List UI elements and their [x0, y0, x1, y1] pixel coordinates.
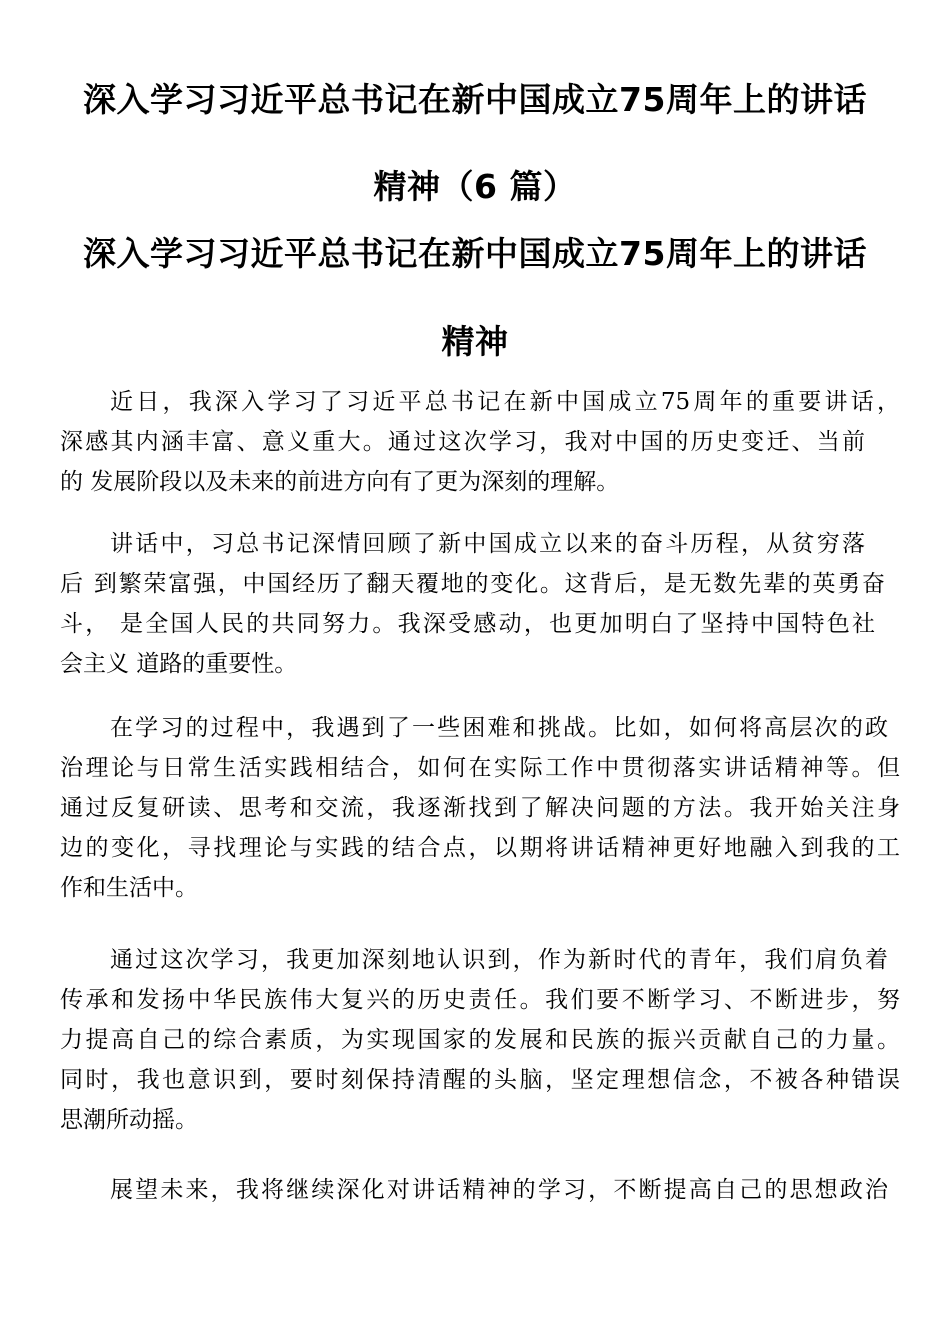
- paragraph-line: 力提高自己的综合素质，为实现国家的发展和民族的振兴贡献自己的力量。: [60, 1027, 900, 1053]
- paragraph-line: 作和生活中。: [60, 875, 198, 901]
- paragraph-line: 传承和发扬中华民族伟大复兴的历史责任。我们要不断学习、不断进步，努: [60, 987, 900, 1013]
- paragraph-line: 讲话中，习总书记深情回顾了新中国成立以来的奋斗历程，从贫穷落: [110, 531, 865, 557]
- paragraph-1: [60, 382, 900, 502]
- paragraph-5: [60, 1170, 900, 1210]
- paragraph-line: 展望未来，我将继续深化对讲话精神的学习，不断提高自己的思想政治: [110, 1177, 888, 1203]
- main-title-line-2: 精神（6 篇）: [373, 167, 577, 206]
- paragraph-line: 通过这次学习，我更加深刻地认识到，作为新时代的青年，我们肩负着: [110, 947, 888, 973]
- paragraph-line: 近日，我深入学习了习近平总书记在新中国成立75周年的重要讲话，: [110, 389, 900, 415]
- paragraph-line: 治理论与日常生活实践相结合，如何在实际工作中贯彻落实讲话精神等。但: [60, 755, 900, 781]
- paragraph-line: 同时，我也意识到，要时刻保持清醒的头脑，坚定理想信念，不被各种错误: [60, 1067, 900, 1093]
- sub-title-line-1: 深入学习习近平总书记在新中国成立75周年上的讲话: [83, 234, 867, 273]
- paragraph-2: [60, 524, 900, 684]
- paragraph-line: 思潮所动摇。: [60, 1107, 198, 1133]
- paragraph-line: 斗， 是全国人民的共同努力。我深受感动，也更加明白了坚持中国特色社: [60, 611, 875, 637]
- paragraph-line: 会主义 道路的重要性。: [60, 651, 298, 677]
- paragraph-line: 边的变化，寻找理论与实践的结合点，以期将讲话精神更好地融入到我的工: [60, 835, 900, 861]
- paragraph-3: [60, 708, 900, 908]
- paragraph-line: 的 发展阶段以及未来的前进方向有了更为深刻的理解。: [60, 469, 620, 495]
- paragraph-line: 在学习的过程中，我遇到了一些困难和挑战。比如，如何将高层次的政: [110, 715, 888, 741]
- paragraph-line: 后 到繁荣富强，中国经历了翻天覆地的变化。这背后，是无数先辈的英勇奋: [60, 571, 885, 597]
- paragraph-line: 深感其内涵丰富、意义重大。通过这次学习，我对中国的历史变迁、当前: [60, 429, 865, 455]
- paragraph-line: 通过反复研读、思考和交流，我逐渐找到了解决问题的方法。我开始关注身: [60, 795, 900, 821]
- main-title-line-1: 深入学习习近平总书记在新中国成立75周年上的讲话: [83, 80, 867, 119]
- sub-title-line-2: 精神: [441, 322, 509, 361]
- paragraph-4: [60, 940, 900, 1140]
